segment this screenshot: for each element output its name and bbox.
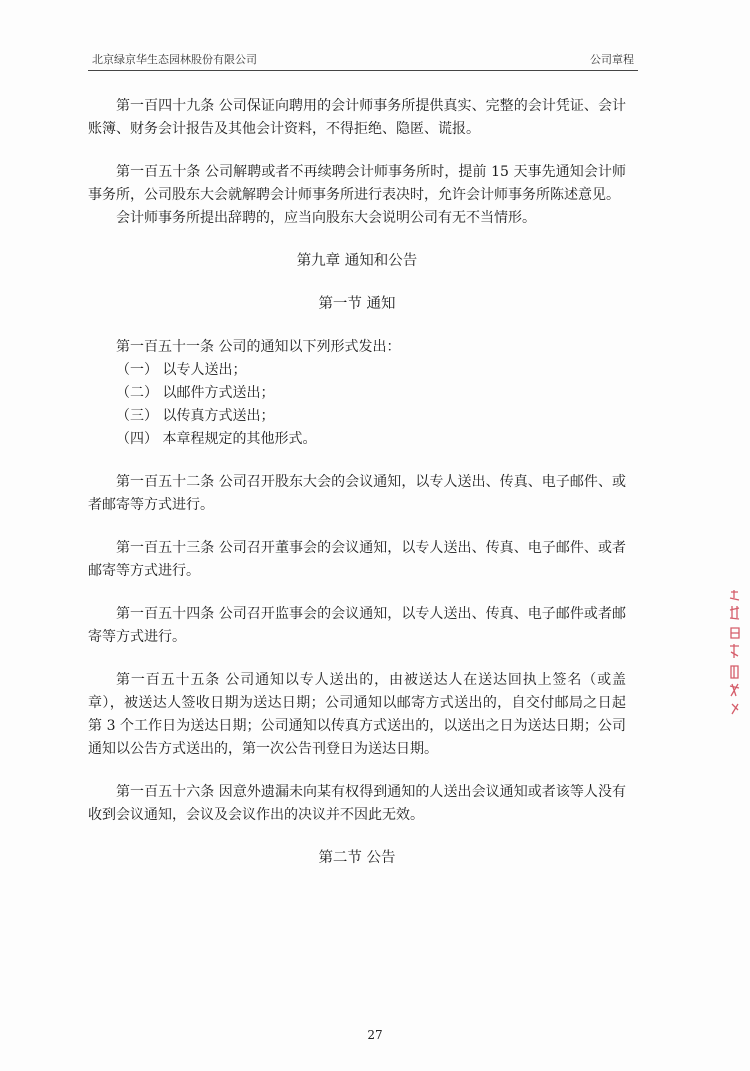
paragraph-spacer bbox=[88, 583, 626, 603]
document-body bbox=[88, 95, 626, 870]
article-paragraph: 第一百五十条 公司解聘或者不再续聘会计师事务所时，提前 15 天事先通知会计师事务所，公司股东大会就解聘会计师事务所进行表决时，允许会计师事务所陈述意见。 bbox=[88, 164, 626, 203]
paragraph-spacer bbox=[88, 761, 626, 781]
page-number: 27 bbox=[367, 1028, 383, 1042]
paragraph-spacer bbox=[88, 230, 626, 250]
paragraph-spacer bbox=[88, 827, 626, 847]
list-item: （四） 本章程规定的其他形式。 bbox=[116, 431, 317, 447]
article-paragraph: 会计师事务所提出辞聘的，应当向股东大会说明公司有无不当情形。 bbox=[116, 210, 536, 226]
article-paragraph: 第一百五十四条 公司召开监事会的会议通知，以专人送出、传真、电子邮件或者邮寄等方式进行。 bbox=[88, 606, 626, 645]
page-header bbox=[88, 52, 638, 71]
section-heading: 第九章 通知和公告 bbox=[296, 253, 418, 269]
list-item: （二） 以邮件方式送出； bbox=[116, 385, 275, 401]
paragraph-spacer bbox=[88, 451, 626, 471]
paragraph-spacer bbox=[88, 316, 626, 336]
article-paragraph: 第一百五十二条 公司召开股东大会的会议通知，以专人送出、传真、电子邮件、或者邮寄等方式进行。 bbox=[88, 474, 626, 513]
list-item: （一） 以专人送出； bbox=[116, 362, 247, 378]
section-heading: 第二节 公告 bbox=[318, 850, 396, 866]
paragraph-spacer bbox=[88, 649, 626, 669]
header-document-type: 公司章程 bbox=[590, 53, 634, 66]
header-company-name: 北京绿京华生态园林股份有限公司 bbox=[92, 53, 257, 66]
section-heading: 第一节 通知 bbox=[318, 296, 396, 312]
paragraph-spacer bbox=[88, 141, 626, 161]
article-paragraph: 第一百五十一条 公司的通知以下列形式发出： bbox=[116, 339, 401, 355]
paragraph-spacer bbox=[88, 517, 626, 537]
article-paragraph: 第一百五十六条 因意外遗漏未向某有权得到通知的人送出会议通知或者该等人没有收到会议通知，会议及会议作出的决议并不因此无效。 bbox=[88, 784, 626, 823]
article-paragraph: 第一百五十三条 公司召开董事会的会议通知，以专人送出、传真、电子邮件、或者邮寄等方式进行。 bbox=[88, 540, 626, 579]
article-paragraph: 第一百四十九条 公司保证向聘用的会计师事务所提供真实、完整的会计凭证、会计账簿、财务会计报告及其他会计资料，不得拒绝、隐匿、谎报。 bbox=[88, 98, 626, 137]
seal-stamp-fragment bbox=[726, 588, 744, 718]
paragraph-spacer bbox=[88, 273, 626, 293]
list-item: （三） 以传真方式送出； bbox=[116, 408, 275, 424]
article-paragraph: 第一百五十五条 公司通知以专人送出的，由被送达人在送达回执上签名（或盖章），被送达人签收日期为送达日期；公司通知以邮寄方式送出的，自交付邮局之日起第 3 个工作日为送达日期；公司通知以传真方式送出的，以送出之日为送达日期；公司通知以公告方式送出的，第一次公告刊登日为送达日期。 bbox=[88, 672, 626, 757]
